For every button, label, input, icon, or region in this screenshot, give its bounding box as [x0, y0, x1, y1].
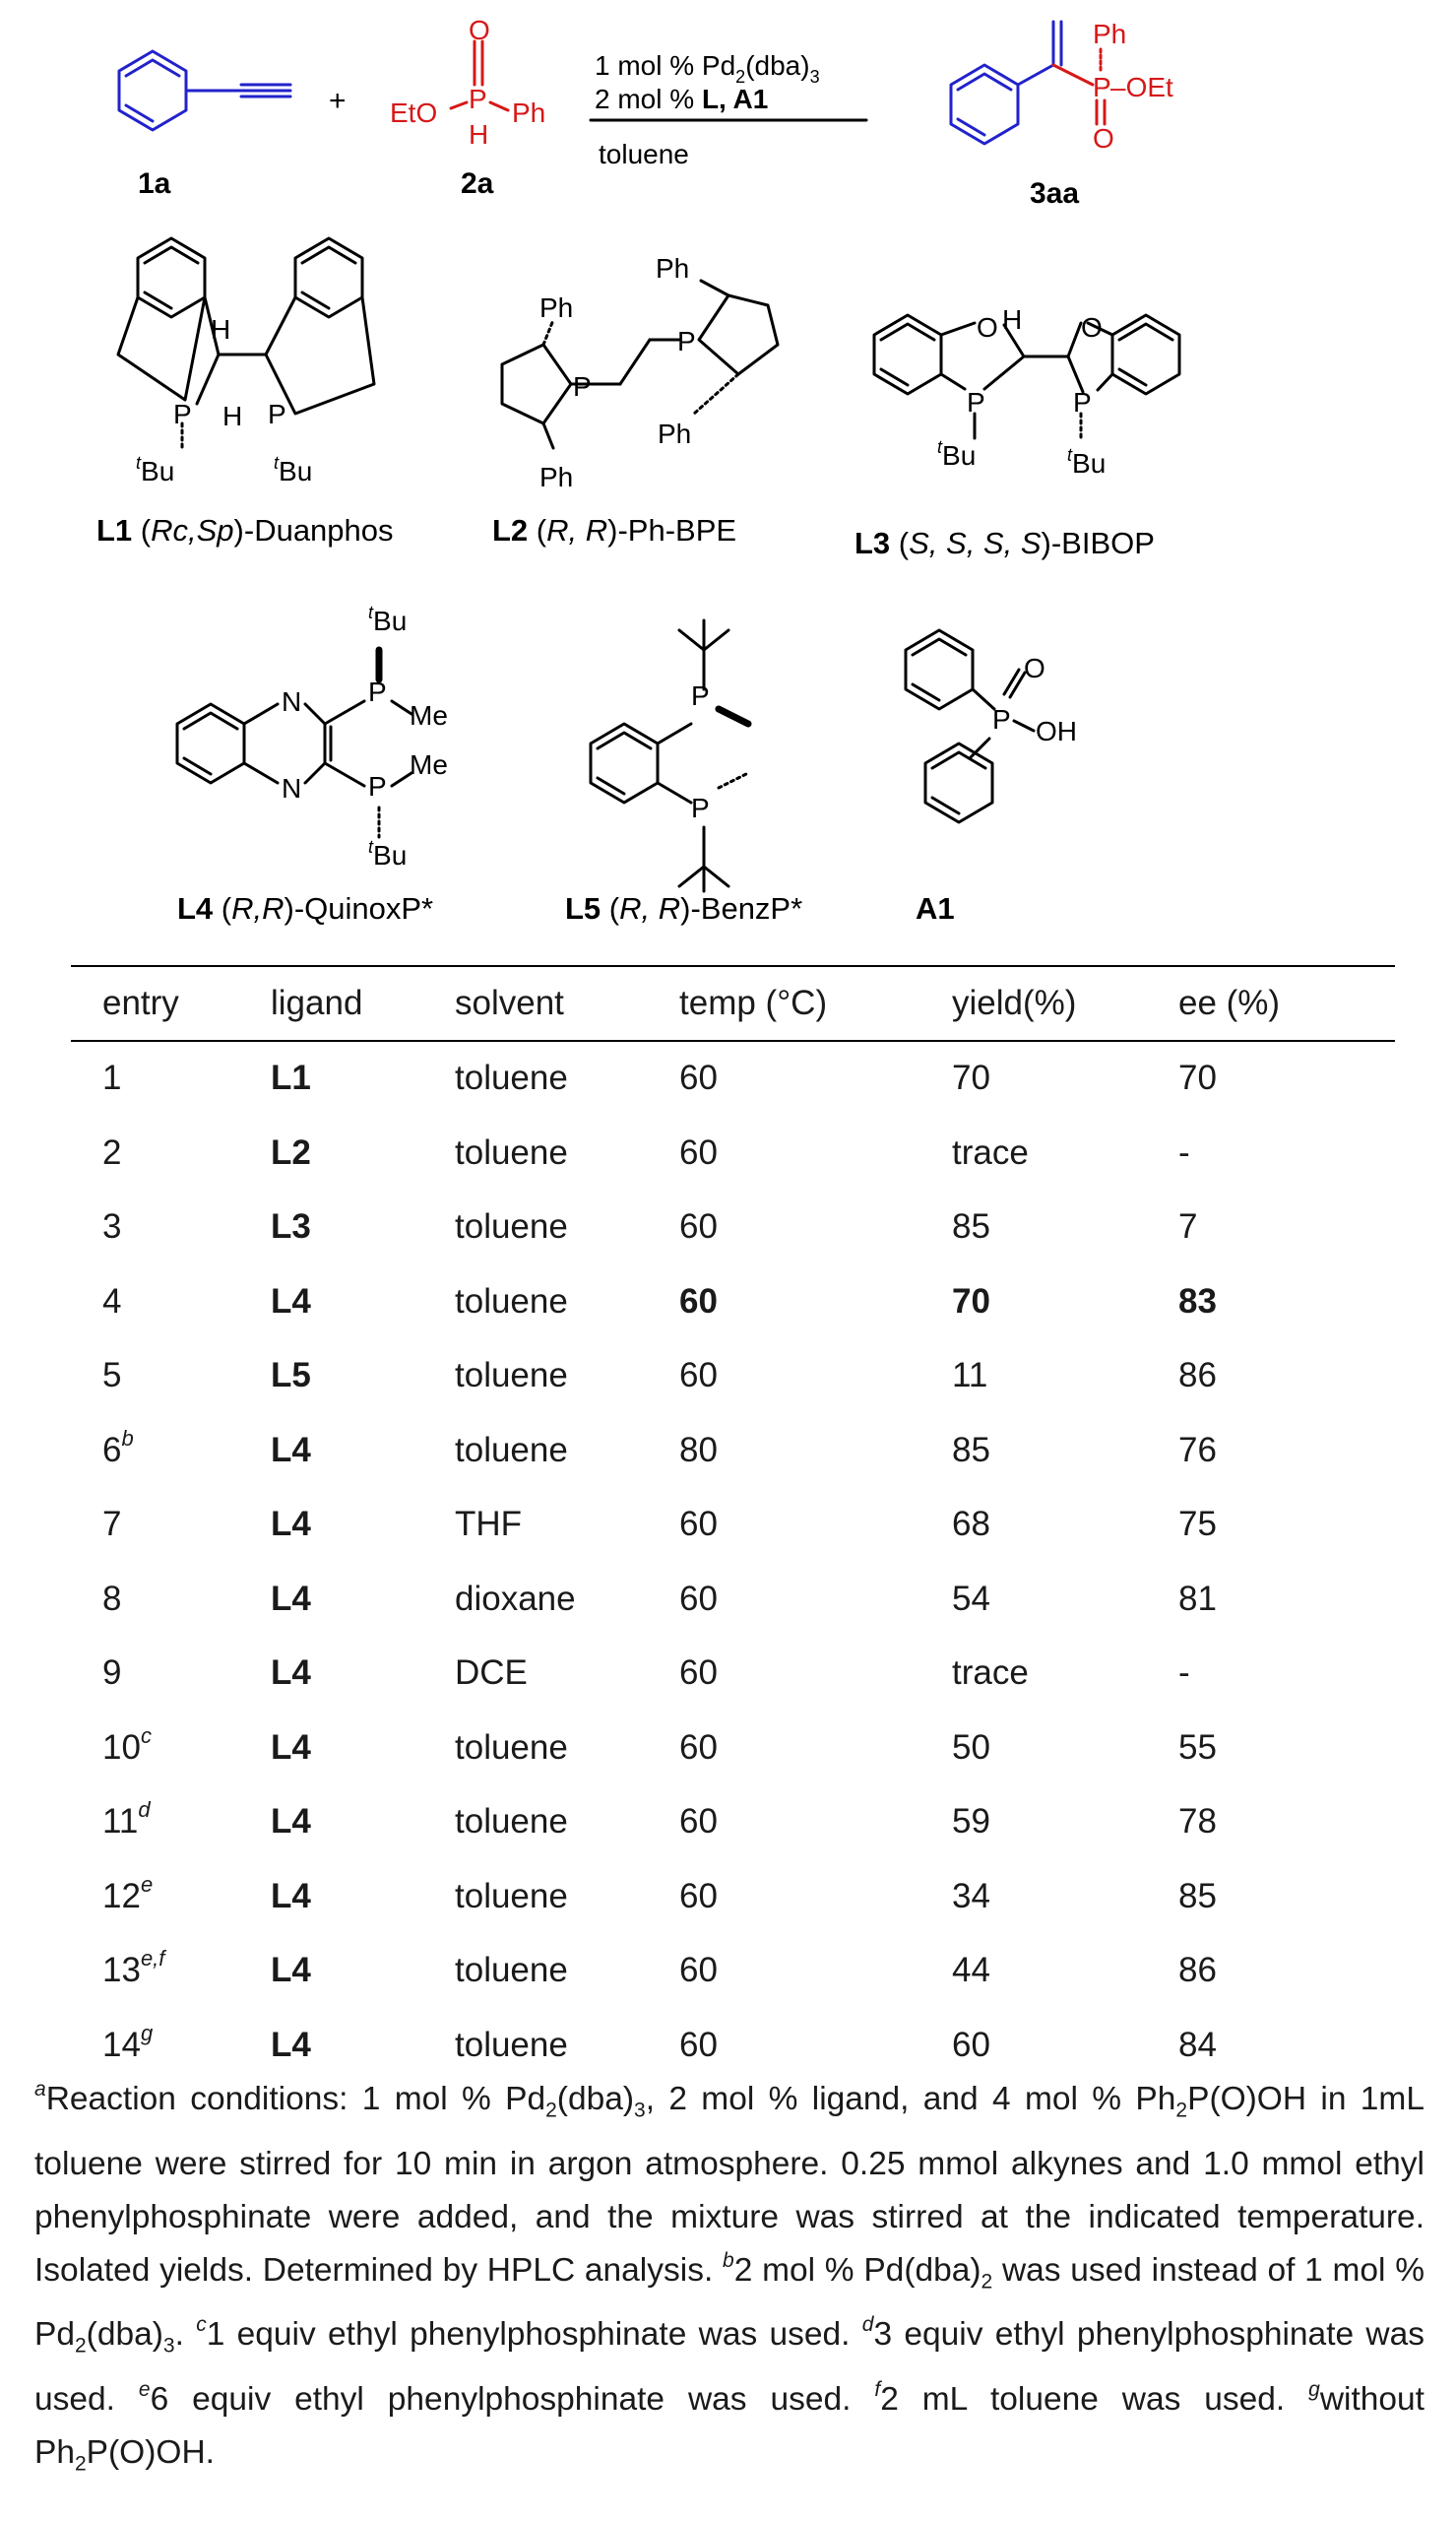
cell-solvent: toluene — [455, 1802, 568, 1841]
footnote-mark: b — [723, 2248, 734, 2272]
atom-label: OH — [1036, 716, 1077, 746]
cell-yield: 70 — [952, 1059, 990, 1097]
condition-line-1: 1 mol % $Pd_2(dba)_3$ — [595, 50, 820, 87]
footnote-mark: e,f — [140, 1946, 165, 1971]
cell-ligand: L4 — [271, 1727, 311, 1767]
ligand-L3-name: L3 (S, S, S, S)-BIBOP — [855, 526, 1155, 560]
cell-ee: - — [1178, 1653, 1190, 1692]
cell-temp: 60 — [679, 1579, 718, 1618]
atom-label: H — [211, 314, 231, 345]
cell-solvent: dioxane — [455, 1579, 576, 1618]
cell-ligand: L4 — [271, 1802, 311, 1841]
atom-label: P — [368, 677, 387, 707]
atom-label: EtO — [390, 97, 438, 128]
atom-label: Me — [410, 700, 448, 731]
table-row — [71, 1117, 1395, 1190]
cell-solvent: THF — [455, 1505, 523, 1543]
cell-temp: 60 — [679, 1802, 718, 1841]
atom-label: H — [1002, 304, 1023, 335]
cell-ee: 85 — [1178, 1876, 1217, 1915]
footnote-mark: d — [138, 1797, 151, 1822]
footnote-mark: e — [140, 1871, 154, 1897]
atom-label: N — [282, 773, 302, 804]
cell-ligand: L5 — [271, 1356, 311, 1394]
cell-temp: 60 — [679, 1281, 718, 1321]
table-footnote — [34, 2073, 1424, 2491]
cell-solvent: toluene — [455, 1059, 568, 1097]
cell-ee: 86 — [1178, 1951, 1217, 1989]
cell-temp: 60 — [679, 1727, 718, 1767]
atom-label: P — [469, 84, 487, 114]
cell-entry: 2 — [102, 1132, 122, 1172]
cell-ligand: L4 — [271, 1951, 311, 1989]
table-row — [71, 2009, 1395, 2082]
ligand-L5-name: L5 (R, R)-BenzP* — [565, 891, 803, 926]
table-row — [71, 1563, 1395, 1636]
table-row — [71, 1785, 1395, 1858]
header-temp: temp (°C) — [679, 984, 828, 1022]
cell-temp: 60 — [679, 2025, 718, 2064]
cell-yield: 85 — [952, 1430, 990, 1469]
atom-label: $^t$Bu — [274, 453, 313, 486]
plus-sign: + — [329, 85, 347, 117]
cell-temp: 60 — [679, 1876, 718, 1915]
cell-entry: 12e — [102, 1871, 154, 1915]
cell-entry: 3 — [102, 1207, 122, 1246]
table-row — [71, 1934, 1395, 2007]
cell-ee: 78 — [1178, 1802, 1217, 1841]
atom-label: $^t$Bu — [368, 603, 408, 636]
atom-label: $^t$Bu — [136, 453, 175, 486]
cell-yield: 11 — [952, 1356, 988, 1394]
cell-ee: 55 — [1178, 1727, 1217, 1767]
cell-yield: 44 — [952, 1951, 990, 1989]
table-row — [71, 1265, 1395, 1338]
footnote-mark: g — [1308, 2378, 1320, 2402]
product-3aa-label: 3aa — [1030, 177, 1080, 210]
table-row — [71, 1488, 1395, 1561]
cell-solvent: toluene — [455, 1951, 568, 1989]
cell-ee: 83 — [1178, 1281, 1217, 1321]
atom-label: O — [1093, 123, 1114, 154]
product-3aa-structure — [951, 22, 1105, 144]
atom-label: P — [691, 680, 710, 711]
cell-temp: 80 — [679, 1430, 718, 1469]
header-ee: ee (%) — [1178, 984, 1281, 1022]
cell-temp: 60 — [679, 1356, 718, 1394]
cell-temp: 60 — [679, 1207, 718, 1246]
atom-label: O — [1081, 312, 1103, 343]
cell-entry: 13$^{e,f}$ — [102, 1946, 165, 1989]
cell-ligand: L1 — [271, 1059, 311, 1097]
table-row — [71, 1414, 1395, 1487]
atom-label: –OEt — [1110, 72, 1173, 102]
cell-entry: 11$^d$ — [102, 1797, 151, 1841]
cell-ee: 76 — [1178, 1430, 1217, 1469]
footnote-mark: g — [140, 2020, 154, 2045]
cell-solvent: toluene — [455, 1356, 568, 1394]
cell-ee: 7 — [1178, 1207, 1198, 1246]
header-solvent: solvent — [455, 984, 564, 1022]
atom-label: Ph — [539, 292, 574, 323]
atom-label: Ph — [539, 462, 574, 492]
cell-entry: 5 — [102, 1356, 122, 1394]
atom-label: Ph — [512, 97, 546, 128]
footnote-text: $^a$Reaction conditions: 1 mol % $Pd_2(dba)_3$, 2 mol % ligand, and 4 mol % $Ph_2P(O)OH$ in 1mL toluene were stirred for 10 min in argon atmosphere. 0.25 mmol alkynes and 1.0 mmol ethyl phenylphosphinate were added, and the mixture was stirred at the indicated temperature. Isolated yields. Determined by HPLC analysis. $^b$2 mol % $Pd(dba)_2$ was used instead of 1 mol % $Pd_2(dba)_3$. $^c$1 equiv ethyl phenylphosphinate was used. $^d$3 equiv ethyl phenylphosphinate was used. $^e$6 equiv ethyl phenylphosphinate was used. $^f$2 mL toluene was used. $^g$without $Ph_2P(O)OH$. — [34, 2078, 1425, 2476]
atom-label: P — [573, 371, 592, 402]
table-row — [71, 1191, 1395, 1263]
cell-entry: 8 — [102, 1579, 122, 1618]
cell-entry: 9 — [102, 1653, 122, 1692]
cell-entry: 6$^b$ — [102, 1425, 134, 1469]
footnote-mark: c — [140, 1722, 152, 1748]
cell-yield: 85 — [952, 1207, 990, 1246]
atom-label: Ph — [1093, 19, 1127, 49]
cell-yield: trace — [952, 1132, 1029, 1172]
cell-ee: 86 — [1178, 1356, 1217, 1394]
cell-entry: 4 — [102, 1281, 122, 1321]
ligand-L1-name: L1 (Rc,Sp)-Duanphos — [96, 513, 394, 548]
cell-solvent: toluene — [455, 1876, 568, 1915]
reactant-1a-label: 1a — [138, 167, 171, 200]
cell-entry: 10$^c$ — [102, 1722, 152, 1767]
atom-label: $^t$Bu — [937, 437, 977, 471]
atom-label: P — [992, 704, 1011, 735]
table-row — [71, 1637, 1395, 1710]
cell-solvent: DCE — [455, 1653, 528, 1692]
ligand-A1-name: A1 — [916, 891, 955, 926]
atom-label: $^t$Bu — [368, 837, 408, 871]
cell-ee: - — [1178, 1132, 1190, 1172]
cell-ligand: L4 — [271, 1579, 311, 1618]
cell-yield: 60 — [952, 2025, 990, 2064]
header-ligand: ligand — [271, 984, 363, 1022]
cell-yield: 70 — [952, 1281, 990, 1321]
cell-yield: 50 — [952, 1727, 990, 1767]
cell-entry: 7 — [102, 1505, 122, 1543]
cell-yield: 54 — [952, 1579, 990, 1618]
reaction-scheme — [0, 0, 1456, 965]
atom-label: $^t$Bu — [1067, 445, 1107, 479]
atom-label: P — [967, 387, 985, 418]
cell-ligand: L4 — [271, 1653, 311, 1692]
cell-temp: 60 — [679, 1505, 718, 1543]
cell-temp: 60 — [679, 1132, 718, 1172]
atom-label: H — [469, 119, 489, 150]
table-row — [71, 1860, 1395, 1933]
footnote-mark: d — [861, 2313, 874, 2337]
cell-ee: 81 — [1178, 1579, 1217, 1618]
atom-label: Ph — [656, 253, 690, 284]
cell-solvent: toluene — [455, 1132, 568, 1172]
table-header — [71, 967, 1395, 1040]
cell-ee: 70 — [1178, 1059, 1217, 1097]
cell-solvent: toluene — [455, 2025, 568, 2064]
cell-ligand: L4 — [271, 1505, 311, 1543]
atom-label: P — [268, 399, 286, 429]
cell-yield: 68 — [952, 1505, 990, 1543]
table-row — [71, 1042, 1395, 1115]
cell-ligand: L4 — [271, 1430, 311, 1469]
atom-label: P — [1073, 387, 1092, 418]
atom-label: N — [282, 686, 302, 717]
cell-ligand: L4 — [271, 1876, 311, 1915]
atom-label: O — [1024, 653, 1045, 683]
cell-entry: 1 — [102, 1059, 122, 1097]
ligand-L4-name: L4 (R,R)-QuinoxP* — [177, 891, 434, 926]
cell-yield: trace — [952, 1653, 1029, 1692]
cell-solvent: toluene — [455, 1727, 568, 1767]
atom-label: P — [368, 771, 387, 802]
cell-yield: 34 — [952, 1876, 990, 1915]
ligand-L5-structure — [591, 620, 748, 891]
atom-label: O — [469, 15, 490, 45]
atom-label: P — [691, 793, 710, 823]
atom-label: Ph — [658, 419, 692, 449]
table-row — [71, 1339, 1395, 1412]
atom-label: P — [677, 326, 696, 356]
cell-entry: 14$^g$ — [102, 2020, 154, 2064]
footnote-mark: b — [121, 1425, 134, 1451]
atom-label: O — [977, 312, 998, 343]
cell-ligand: L3 — [271, 1207, 311, 1246]
cell-solvent: toluene — [455, 1281, 568, 1321]
cell-temp: 60 — [679, 1059, 718, 1097]
reactant-1a-structure — [119, 51, 290, 130]
footnote-mark: a — [34, 2078, 46, 2101]
cell-solvent: toluene — [455, 1430, 568, 1469]
cell-ligand: L4 — [271, 2025, 311, 2064]
ligand-L2-name: L2 (R, R)-Ph-BPE — [492, 513, 737, 548]
header-yield: yield(%) — [952, 984, 1077, 1022]
ligand-L1-structure — [118, 238, 374, 448]
atom-label: P — [173, 399, 192, 429]
header-entry: entry — [102, 984, 179, 1022]
cell-ee: 75 — [1178, 1505, 1217, 1543]
condition-line-3: toluene — [599, 139, 689, 169]
atom-label: P — [1093, 72, 1111, 102]
footnote-mark: f — [874, 2378, 881, 2402]
reactant-2a-label: 2a — [461, 167, 494, 200]
footnote-mark: c — [196, 2313, 207, 2337]
cell-temp: 60 — [679, 1653, 718, 1692]
cell-solvent: toluene — [455, 1207, 568, 1246]
cell-ee: 84 — [1178, 2025, 1217, 2064]
cell-ligand: L4 — [271, 1281, 311, 1321]
atom-label: Me — [410, 749, 448, 780]
condition-line-2: 2 mol % L, A1 — [595, 84, 769, 114]
footnote-mark: e — [138, 2378, 151, 2402]
cell-temp: 60 — [679, 1951, 718, 1989]
cell-yield: 59 — [952, 1802, 990, 1841]
atom-label: H — [222, 401, 243, 431]
cell-ligand: L2 — [271, 1132, 311, 1172]
ligand-A1-structure — [906, 630, 1034, 822]
table-row — [71, 1712, 1395, 1784]
ligand-L3-structure — [874, 315, 1179, 438]
